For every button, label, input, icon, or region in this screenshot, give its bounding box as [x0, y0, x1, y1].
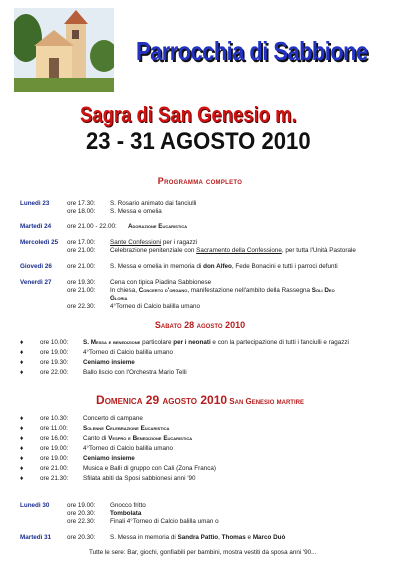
- entry-text: Gnocco fritto: [110, 502, 146, 509]
- diamond-bullet-icon: ♦: [20, 339, 24, 346]
- entry-text: S. Messa e omelia in memoria di don Alfeo, Fede Bonacini e tutti i parroci defunti: [110, 263, 338, 270]
- diamond-bullet-icon: ♦: [20, 435, 24, 442]
- entry-time: ore 16.00:: [40, 435, 69, 442]
- entry-time: ore 20.30:: [67, 510, 96, 517]
- day-label: Martedì 31: [20, 534, 52, 541]
- sunday-title: Domenica 29 agosto 2010 San Genesio martire: [96, 393, 304, 407]
- footer-note: Tutte le sere: Bar, giochi, gonfiabili per bambini, mostra vestiti da sposa anni '90...: [89, 549, 317, 556]
- event-dates: 23 - 31 AGOSTO 2010: [86, 128, 311, 155]
- day-label: Giovedì 26: [20, 263, 52, 270]
- entry-text: In chiesa, Concerto d'organo, manifestazione nell'ambito della Rassegna Soli Deo: [110, 287, 335, 294]
- entry-text: Celebrazione penitenziale con Sacramento della Confessione, per tutta l'Unità Pastorale: [110, 247, 356, 254]
- entry-text: 4°Torneo di Calcio balilla umano: [110, 303, 201, 310]
- entry-time: ore 19.30:: [40, 359, 69, 366]
- diamond-bullet-icon: ♦: [20, 465, 24, 472]
- entry-text: Canto di Vespro e Benedizione Eucaristica: [83, 435, 193, 442]
- entry-time: ore 19.30:: [67, 279, 96, 286]
- diamond-bullet-icon: ♦: [20, 415, 24, 422]
- day-label: Venerdì 27: [20, 279, 52, 286]
- entry-time: ore 19.00:: [67, 502, 96, 509]
- entry-text: Cena con tipica Piadina Sabbionese: [110, 279, 212, 286]
- entry-time: ore 21.00:: [67, 263, 96, 270]
- entry-time: ore 21.00:: [67, 247, 96, 254]
- entry-time: ore 10.30:: [40, 415, 69, 422]
- entry-text: Finali 4°Torneo di Calcio balilla uman o: [110, 518, 219, 525]
- diamond-bullet-icon: ♦: [20, 475, 24, 482]
- entry-time: ore 21.00:: [40, 465, 69, 472]
- entry-text: Ceniamo insieme: [83, 455, 135, 462]
- entry-text: Solenne Celebrazione Eucaristica: [83, 425, 170, 432]
- parish-title: Parrocchia di Sabbione: [136, 36, 368, 66]
- entry-text: Concerto di campane: [83, 415, 143, 422]
- entry-text: Musica e Balli di gruppo con Cali (Zona Franca): [83, 465, 216, 472]
- entry-text: Ballo liscio con l'Orchestra Mario Telli: [83, 369, 187, 376]
- diamond-bullet-icon: ♦: [20, 369, 24, 376]
- church-photo: [14, 8, 114, 92]
- saturday-title: Sabato 28 agosto 2010: [154, 320, 246, 330]
- event-title: Sagra di San Genesio m.: [80, 102, 297, 127]
- entry-text: 4°Torneo di Calcio balilla umano: [83, 349, 174, 356]
- entry-time: ore 18.00:: [67, 208, 96, 215]
- entry-time: ore 11.00:: [40, 425, 68, 432]
- entry-time: ore 17.30:: [67, 200, 96, 207]
- entry-text: S. Messa in memoria di Sandra Pattio, Thomas e Marco Duò: [110, 534, 286, 541]
- entry-time: ore 17.00:: [67, 239, 96, 246]
- entry-time: ore 19.00:: [40, 445, 69, 452]
- entry-time: ore 20.30:: [67, 534, 96, 541]
- day-label: Lunedì 30: [20, 502, 50, 509]
- entry-time: ore 21.30:: [40, 475, 69, 482]
- entry-text: Ceniamo insieme: [83, 359, 135, 366]
- entry-text: S. Messa e benedizione particolare per i neonati e con la partecipazione di tutti i fanciulli e ragazzi: [83, 339, 349, 346]
- entry-text: Gloria: [110, 295, 128, 302]
- entry-time: ore 19.00:: [40, 455, 69, 462]
- diamond-bullet-icon: ♦: [20, 425, 24, 432]
- diamond-bullet-icon: ♦: [20, 445, 24, 452]
- entry-text: Tombolata: [110, 510, 142, 517]
- diamond-bullet-icon: ♦: [20, 359, 24, 366]
- entry-text: S. Messa e omelia: [110, 208, 162, 215]
- day-label: Martedì 24: [20, 223, 52, 230]
- entry-time: ore 21.00:: [67, 287, 96, 294]
- diamond-bullet-icon: ♦: [20, 349, 24, 356]
- entry-time: ore 19.00:: [40, 349, 69, 356]
- entry-time: ore 22.00:: [40, 369, 69, 376]
- entry-time: ore 10.00:: [40, 339, 69, 346]
- entry-time: ore 22.30:: [67, 518, 96, 525]
- diamond-bullet-icon: ♦: [20, 455, 24, 462]
- day-label: Mercoledì 25: [20, 239, 59, 246]
- entry-text: Adorazione Eucaristica: [128, 223, 188, 230]
- entry-text: 4°Torneo di Calcio balilla umano: [83, 445, 174, 452]
- program-title: Programma completo: [157, 176, 243, 186]
- entry-text: Sfilata abiti da Sposi sabbionesi anni '90: [83, 475, 196, 482]
- entry-time: ore 21.00 - 22.00:: [67, 223, 117, 230]
- entry-text: S. Rosario animato dai fanciulli: [110, 200, 197, 207]
- day-label: Lunedì 23: [20, 200, 50, 207]
- entry-text: Sante Confessioni per i ragazzi: [110, 239, 198, 246]
- entry-time: ore 22.30:: [67, 303, 96, 310]
